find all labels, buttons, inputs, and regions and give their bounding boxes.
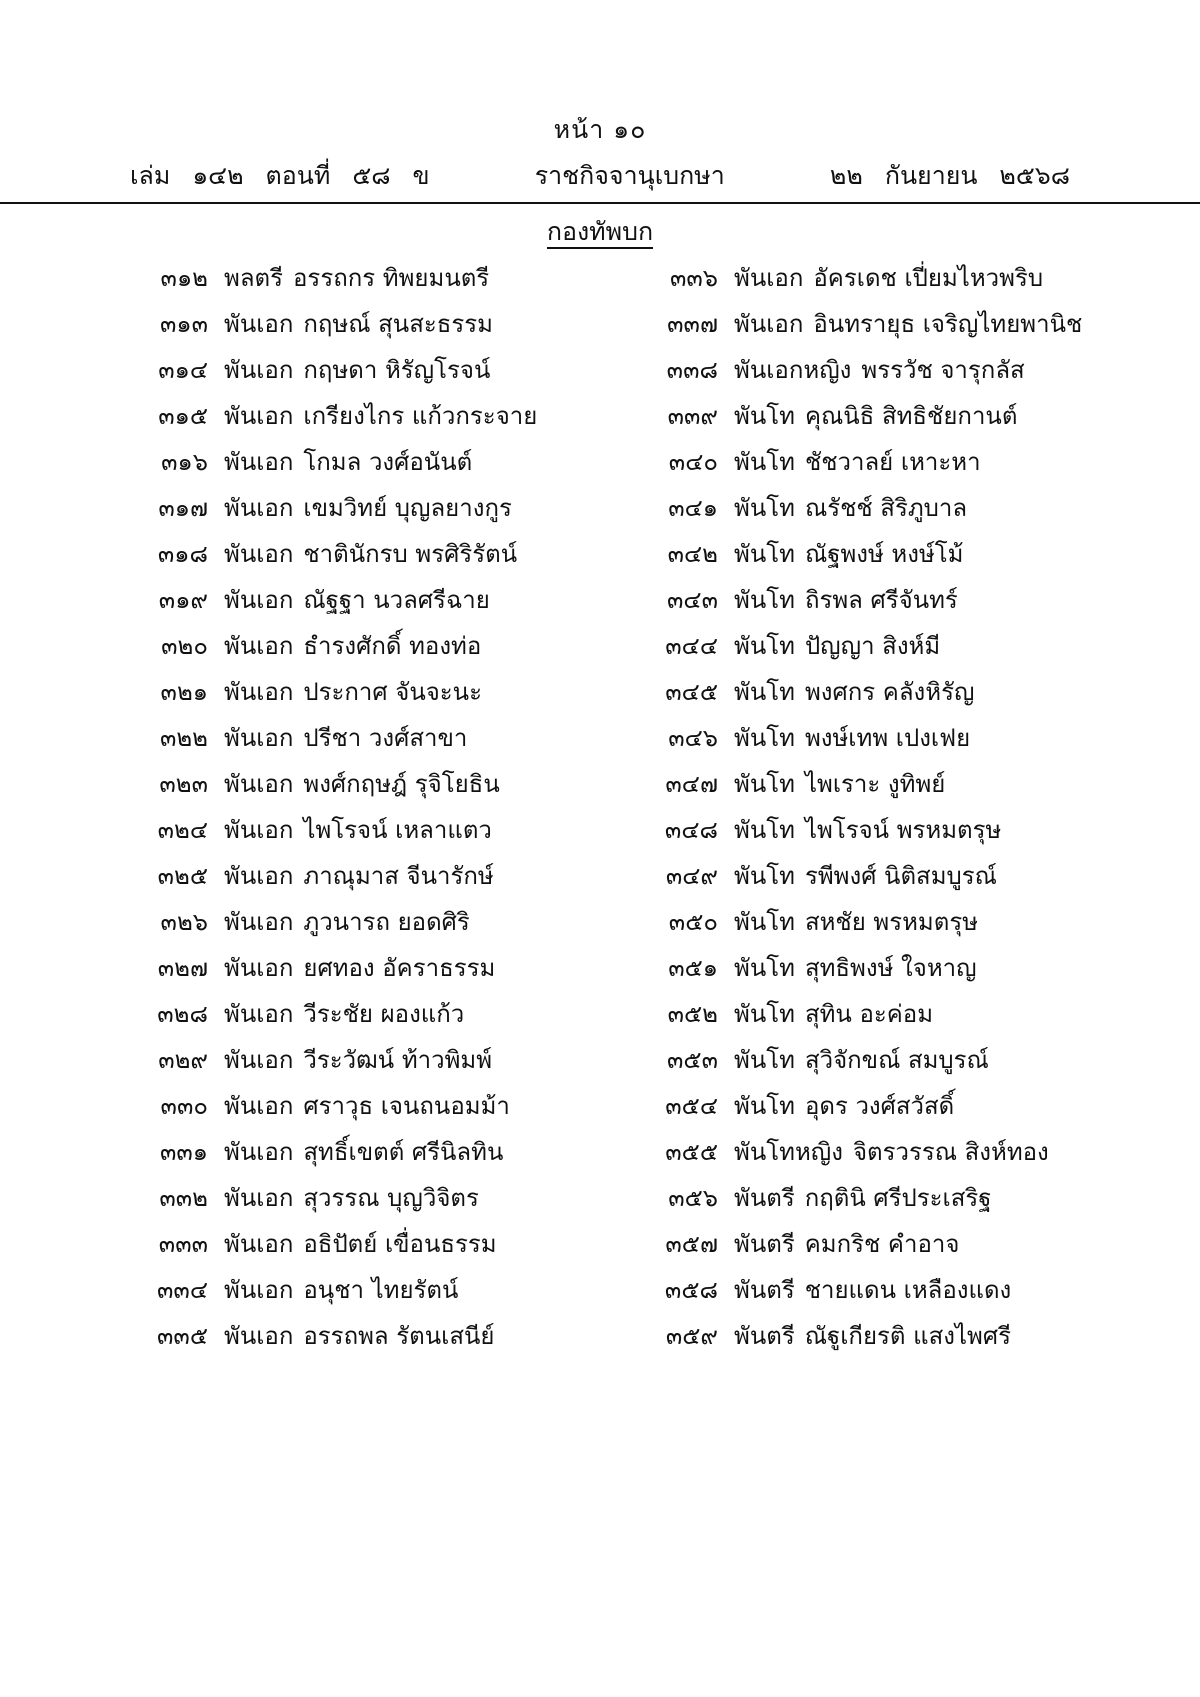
list-item-rank: พันเอก <box>224 1138 294 1166</box>
list-item-number: ๓๓๗ <box>667 310 718 338</box>
list-item-rank: พันโท <box>734 540 795 568</box>
list-item-name: อินทรายุธ เจริญไทยพานิช <box>813 310 1083 338</box>
list-item-number: ๓๓๘ <box>666 356 718 384</box>
list-item-rank: พันเอก <box>224 678 294 706</box>
list-item-number: ๓๔๒ <box>667 540 718 568</box>
list-item-rank: พันเอก <box>224 1276 294 1304</box>
list-item-number: ๓๑๘ <box>157 540 208 568</box>
list-item-number: ๓๔๐ <box>668 448 718 476</box>
list-item-rank: พันเอก <box>224 1046 294 1074</box>
list-item-rank: พันตรี <box>734 1184 795 1212</box>
list-item-name: ชายแดน เหลืองแดง <box>804 1276 1012 1304</box>
list-item-number: ๓๔๑ <box>668 494 718 522</box>
volume-value: ๑๔๒ <box>192 161 244 190</box>
header-date <box>816 156 1070 196</box>
list-item-number: ๓๒๒ <box>159 724 208 752</box>
part-label: ตอนที่ <box>265 161 331 190</box>
list-item <box>140 899 620 945</box>
list-item-number: ๓๓๐ <box>160 1092 208 1120</box>
section-heading <box>0 212 1200 252</box>
list-item-number: ๓๑๓ <box>159 310 208 338</box>
list-item-number: ๓๑๒ <box>160 264 208 292</box>
name-list-columns <box>0 255 1200 1359</box>
list-item <box>650 669 1130 715</box>
list-item-number: ๓๒๐ <box>161 632 208 660</box>
list-item-rank: พันโท <box>734 724 795 752</box>
list-item-name: ณัฐฐา นวลศรีฉาย <box>303 586 490 614</box>
list-item-number: ๓๔๙ <box>665 862 718 890</box>
name-list-right-column <box>650 255 1130 1359</box>
list-item-rank: พันเอก <box>224 356 294 384</box>
list-item-rank: พันโท <box>734 632 795 660</box>
list-item <box>650 715 1130 761</box>
list-item <box>650 485 1130 531</box>
list-item-name: พงษ์เทพ เปงเฟย <box>804 724 971 752</box>
volume-label: เล่ม <box>130 161 171 190</box>
list-item-rank: พันเอก <box>224 1322 294 1350</box>
list-item <box>140 1221 620 1267</box>
list-item-rank: พันเอก <box>224 310 294 338</box>
list-item-rank: พันโท <box>734 862 795 890</box>
list-item-rank: พันเอก <box>224 724 294 752</box>
date-month: กันยายน <box>884 161 978 190</box>
list-item-number: ๓๔๗ <box>665 770 718 798</box>
list-item-name: ณัฐูเกียรติ แสงไพศรี <box>804 1322 1011 1350</box>
date-day: ๒๒ <box>829 161 863 190</box>
list-item-number: ๓๔๓ <box>667 586 718 614</box>
list-item-rank: พันเอก <box>224 1092 294 1120</box>
list-item-number: ๓๕๙ <box>665 1322 718 1350</box>
header-rule-row <box>0 156 1200 204</box>
list-item-rank: พันโท <box>734 908 795 936</box>
header-volume-info <box>130 156 444 196</box>
list-item <box>140 761 620 807</box>
list-item-rank: พันโท <box>734 402 795 430</box>
list-item-rank: พันโท <box>734 1046 795 1074</box>
list-item-rank: พันเอก <box>224 448 294 476</box>
list-item-number: ๓๓๕ <box>157 1322 208 1350</box>
list-item-number: ๓๑๕ <box>158 402 208 430</box>
list-item <box>140 807 620 853</box>
list-item-number: ๓๕๘ <box>664 1276 718 1304</box>
list-item-rank: พันเอก <box>224 632 294 660</box>
list-item <box>650 1129 1130 1175</box>
list-item-name: ณัฐพงษ์ หงษ์โม้ <box>804 540 964 568</box>
list-item-rank: พันเอก <box>224 1184 294 1212</box>
list-item-rank: พันเอก <box>734 310 804 338</box>
list-item-number: ๓๓๖ <box>669 264 718 292</box>
list-item-name: ศราวุธ เจนถนอมม้า <box>303 1092 510 1120</box>
list-item <box>650 1267 1130 1313</box>
list-item-rank: พันโทหญิง <box>734 1138 843 1166</box>
list-item <box>140 1175 620 1221</box>
list-item <box>140 347 620 393</box>
list-item <box>650 531 1130 577</box>
list-item-rank: พันเอก <box>734 264 804 292</box>
list-item <box>140 301 620 347</box>
list-item-number: ๓๑๖ <box>161 448 208 476</box>
section-heading-text: กองทัพบก <box>547 217 653 249</box>
list-item-number: ๓๒๗ <box>157 954 208 982</box>
list-item-number: ๓๔๔ <box>665 632 718 660</box>
list-item-number: ๓๑๔ <box>158 356 208 384</box>
list-item <box>140 1267 620 1313</box>
list-item-number: ๓๒๑ <box>160 678 208 706</box>
list-item-rank: พันโท <box>734 1092 795 1120</box>
list-item <box>650 577 1130 623</box>
list-item <box>140 1129 620 1175</box>
list-item-name: จิตรวรรณ สิงห์ทอง <box>852 1138 1049 1166</box>
list-item-number: ๓๓๙ <box>667 402 718 430</box>
list-item <box>650 393 1130 439</box>
list-item-number: ๓๔๕ <box>665 678 718 706</box>
list-item-name: พงศ์กฤษฎ์ รุจิโยธิน <box>303 770 500 798</box>
list-item-name: วีระวัฒน์ ท้าวพิมพ์ <box>303 1046 493 1074</box>
list-item <box>650 761 1130 807</box>
list-item-name: รพีพงศ์ นิติสมบูรณ์ <box>804 862 997 890</box>
part-suffix: ข <box>412 161 430 190</box>
list-item-name: ไพโรจน์ เหลาแตว <box>303 816 492 844</box>
list-item-name: กฤตินิ ศรีประเสริฐ <box>804 1184 992 1212</box>
list-item <box>650 1221 1130 1267</box>
part-value: ๕๘ <box>352 161 391 190</box>
list-item-name: ภูวนารถ ยอดศิริ <box>303 908 470 936</box>
list-item-number: ๓๒๕ <box>157 862 208 890</box>
list-item-name: เกรียงไกร แก้วกระจาย <box>303 402 538 430</box>
list-item-rank: พันเอก <box>224 586 294 614</box>
list-item-number: ๓๕๐ <box>668 908 718 936</box>
list-item-rank: พันเอกหญิง <box>734 356 852 384</box>
list-item-number: ๓๕๗ <box>665 1230 718 1258</box>
list-item <box>650 255 1130 301</box>
list-item-name: กฤษดา หิรัญโรจน์ <box>303 356 491 384</box>
list-item-name: ภาณุมาส จีนารักษ์ <box>303 862 494 890</box>
list-item-name: ยศทอง อัคราธรรม <box>303 954 496 982</box>
list-item <box>650 301 1130 347</box>
list-item <box>140 945 620 991</box>
list-item <box>140 623 620 669</box>
list-item <box>140 991 620 1037</box>
list-item <box>140 577 620 623</box>
list-item-name: สุวรรณ บุญวิจิตร <box>303 1184 479 1212</box>
list-item-number: ๓๒๖ <box>160 908 208 936</box>
list-item-rank: พันโท <box>734 678 795 706</box>
list-item-name: คุณนิธิ สิทธิชัยกานต์ <box>804 402 1018 430</box>
gazette-title: ราชกิจจานุเบกษา <box>534 161 725 190</box>
list-item-rank: พันเอก <box>224 1000 294 1028</box>
list-item <box>650 807 1130 853</box>
list-item-number: ๓๕๕ <box>665 1138 718 1166</box>
list-item-rank: พันโท <box>734 1000 795 1028</box>
list-item-name: อนุชา ไทยรัตน์ <box>303 1276 459 1304</box>
list-item-rank: พันโท <box>734 816 795 844</box>
list-item-number: ๓๒๓ <box>159 770 208 798</box>
list-item <box>650 945 1130 991</box>
list-item-name: พงศกร คลังหิรัญ <box>804 678 975 706</box>
list-item-name: สุวิจักขณ์ สมบูรณ์ <box>804 1046 989 1074</box>
list-item-name: ปัญญา สิงห์มี <box>804 632 941 660</box>
list-item <box>140 715 620 761</box>
list-item <box>650 1037 1130 1083</box>
list-item-number: ๓๕๔ <box>665 1092 718 1120</box>
page-number: หน้า ๑๐ <box>553 115 647 144</box>
name-list-left-column <box>140 255 620 1359</box>
list-item-number: ๓๕๓ <box>667 1046 718 1074</box>
list-item-number: ๓๓๔ <box>157 1276 208 1304</box>
list-item <box>650 439 1130 485</box>
list-item-name: สุทธิพงษ์ ใจหาญ <box>804 954 977 982</box>
list-item-rank: พลตรี <box>224 264 284 292</box>
list-item <box>650 1313 1130 1359</box>
list-item-rank: พันเอก <box>224 494 294 522</box>
list-item-name: โกมล วงศ์อนันต์ <box>303 448 473 476</box>
list-item-name: พรรวัช จารุกลัส <box>861 356 1025 384</box>
list-item-rank: พันตรี <box>734 1276 795 1304</box>
list-item-number: ๓๒๔ <box>157 816 208 844</box>
list-item-name: อุดร วงศ์สวัสดิ์ <box>804 1092 955 1120</box>
list-item <box>140 485 620 531</box>
list-item <box>650 991 1130 1037</box>
list-item <box>140 853 620 899</box>
list-item-name: วีระชัย ผองแก้ว <box>303 1000 465 1028</box>
list-item-number: ๓๒๘ <box>157 1000 208 1028</box>
list-item-number: ๓๔๖ <box>668 724 718 752</box>
list-item-rank: พันตรี <box>734 1322 795 1350</box>
list-item-number: ๓๑๙ <box>158 586 208 614</box>
list-item-name: อัครเดช เปี่ยมไหวพริบ <box>813 264 1044 292</box>
list-item-number: ๓๕๖ <box>668 1184 718 1212</box>
list-item <box>650 347 1130 393</box>
list-item-name: ถิรพล ศรีจันทร์ <box>804 586 958 614</box>
list-item <box>650 853 1130 899</box>
list-item <box>140 1313 620 1359</box>
list-item-rank: พันเอก <box>224 540 294 568</box>
list-item-name: สุทิน อะค่อม <box>804 1000 934 1028</box>
list-item-name: สุทธิ์เขตต์ ศรีนิลทิน <box>303 1138 504 1166</box>
list-item <box>140 531 620 577</box>
list-item <box>140 1037 620 1083</box>
list-item-name: ไพเราะ งูทิพย์ <box>804 770 946 798</box>
list-item-name: ชาตินักรบ พรศิริรัตน์ <box>303 540 518 568</box>
list-item-number: ๓๓๑ <box>159 1138 208 1166</box>
list-item-name: ชัชวาลย์ เหาะหา <box>804 448 981 476</box>
list-item-name: เขมวิทย์ บุญลยางกูร <box>303 494 512 522</box>
list-item-name: สหชัย พรหมตรุษ <box>804 908 979 936</box>
list-item-name: อรรถกร ทิพยมนตรี <box>293 264 490 292</box>
list-item-rank: พันเอก <box>224 402 294 430</box>
list-item <box>650 1083 1130 1129</box>
list-item-rank: พันเอก <box>224 862 294 890</box>
list-item <box>140 439 620 485</box>
list-item-rank: พันเอก <box>224 954 294 982</box>
list-item-name: ประกาศ จันจะนะ <box>303 678 482 706</box>
list-item-rank: พันเอก <box>224 908 294 936</box>
list-item-name: อรรถพล รัตนเสนีย์ <box>303 1322 495 1350</box>
list-item-number: ๓๔๘ <box>664 816 718 844</box>
list-item-name: อธิปัตย์ เขื่อนธรรม <box>303 1230 497 1258</box>
list-item <box>650 623 1130 669</box>
list-item-name: ณรัชช์ สิริภูบาล <box>804 494 968 522</box>
list-item-name: ธำรงศักดิ์ ทองท่อ <box>303 632 482 660</box>
list-item <box>140 255 620 301</box>
list-item-rank: พันเอก <box>224 1230 294 1258</box>
list-item <box>650 1175 1130 1221</box>
list-item-rank: พันตรี <box>734 1230 795 1258</box>
list-item-name: คมกริช คำอาจ <box>804 1230 960 1258</box>
list-item-rank: พันโท <box>734 494 795 522</box>
list-item <box>140 669 620 715</box>
list-item-number: ๓๕๒ <box>667 1000 718 1028</box>
list-item-number: ๓๓๓ <box>158 1230 208 1258</box>
date-year: ๒๕๖๘ <box>999 161 1070 190</box>
list-item-rank: พันโท <box>734 954 795 982</box>
list-item-number: ๓๒๙ <box>158 1046 208 1074</box>
list-item-number: ๓๓๒ <box>159 1184 208 1212</box>
list-item-rank: พันโท <box>734 448 795 476</box>
list-item-rank: พันโท <box>734 586 795 614</box>
list-item-name: กฤษณ์ สุนสะธรรม <box>303 310 493 338</box>
list-item <box>140 393 620 439</box>
list-item-number: ๓๕๑ <box>668 954 718 982</box>
list-item-rank: พันเอก <box>224 770 294 798</box>
list-item-name: ปรีชา วงศ์สาขา <box>303 724 468 752</box>
list-item-number: ๓๑๗ <box>158 494 208 522</box>
list-item-rank: พันโท <box>734 770 795 798</box>
list-item <box>650 899 1130 945</box>
list-item-name: ไพโรจน์ พรหมตรุษ <box>804 816 1002 844</box>
list-item-rank: พันเอก <box>224 816 294 844</box>
page-header <box>0 110 1200 204</box>
list-item <box>140 1083 620 1129</box>
